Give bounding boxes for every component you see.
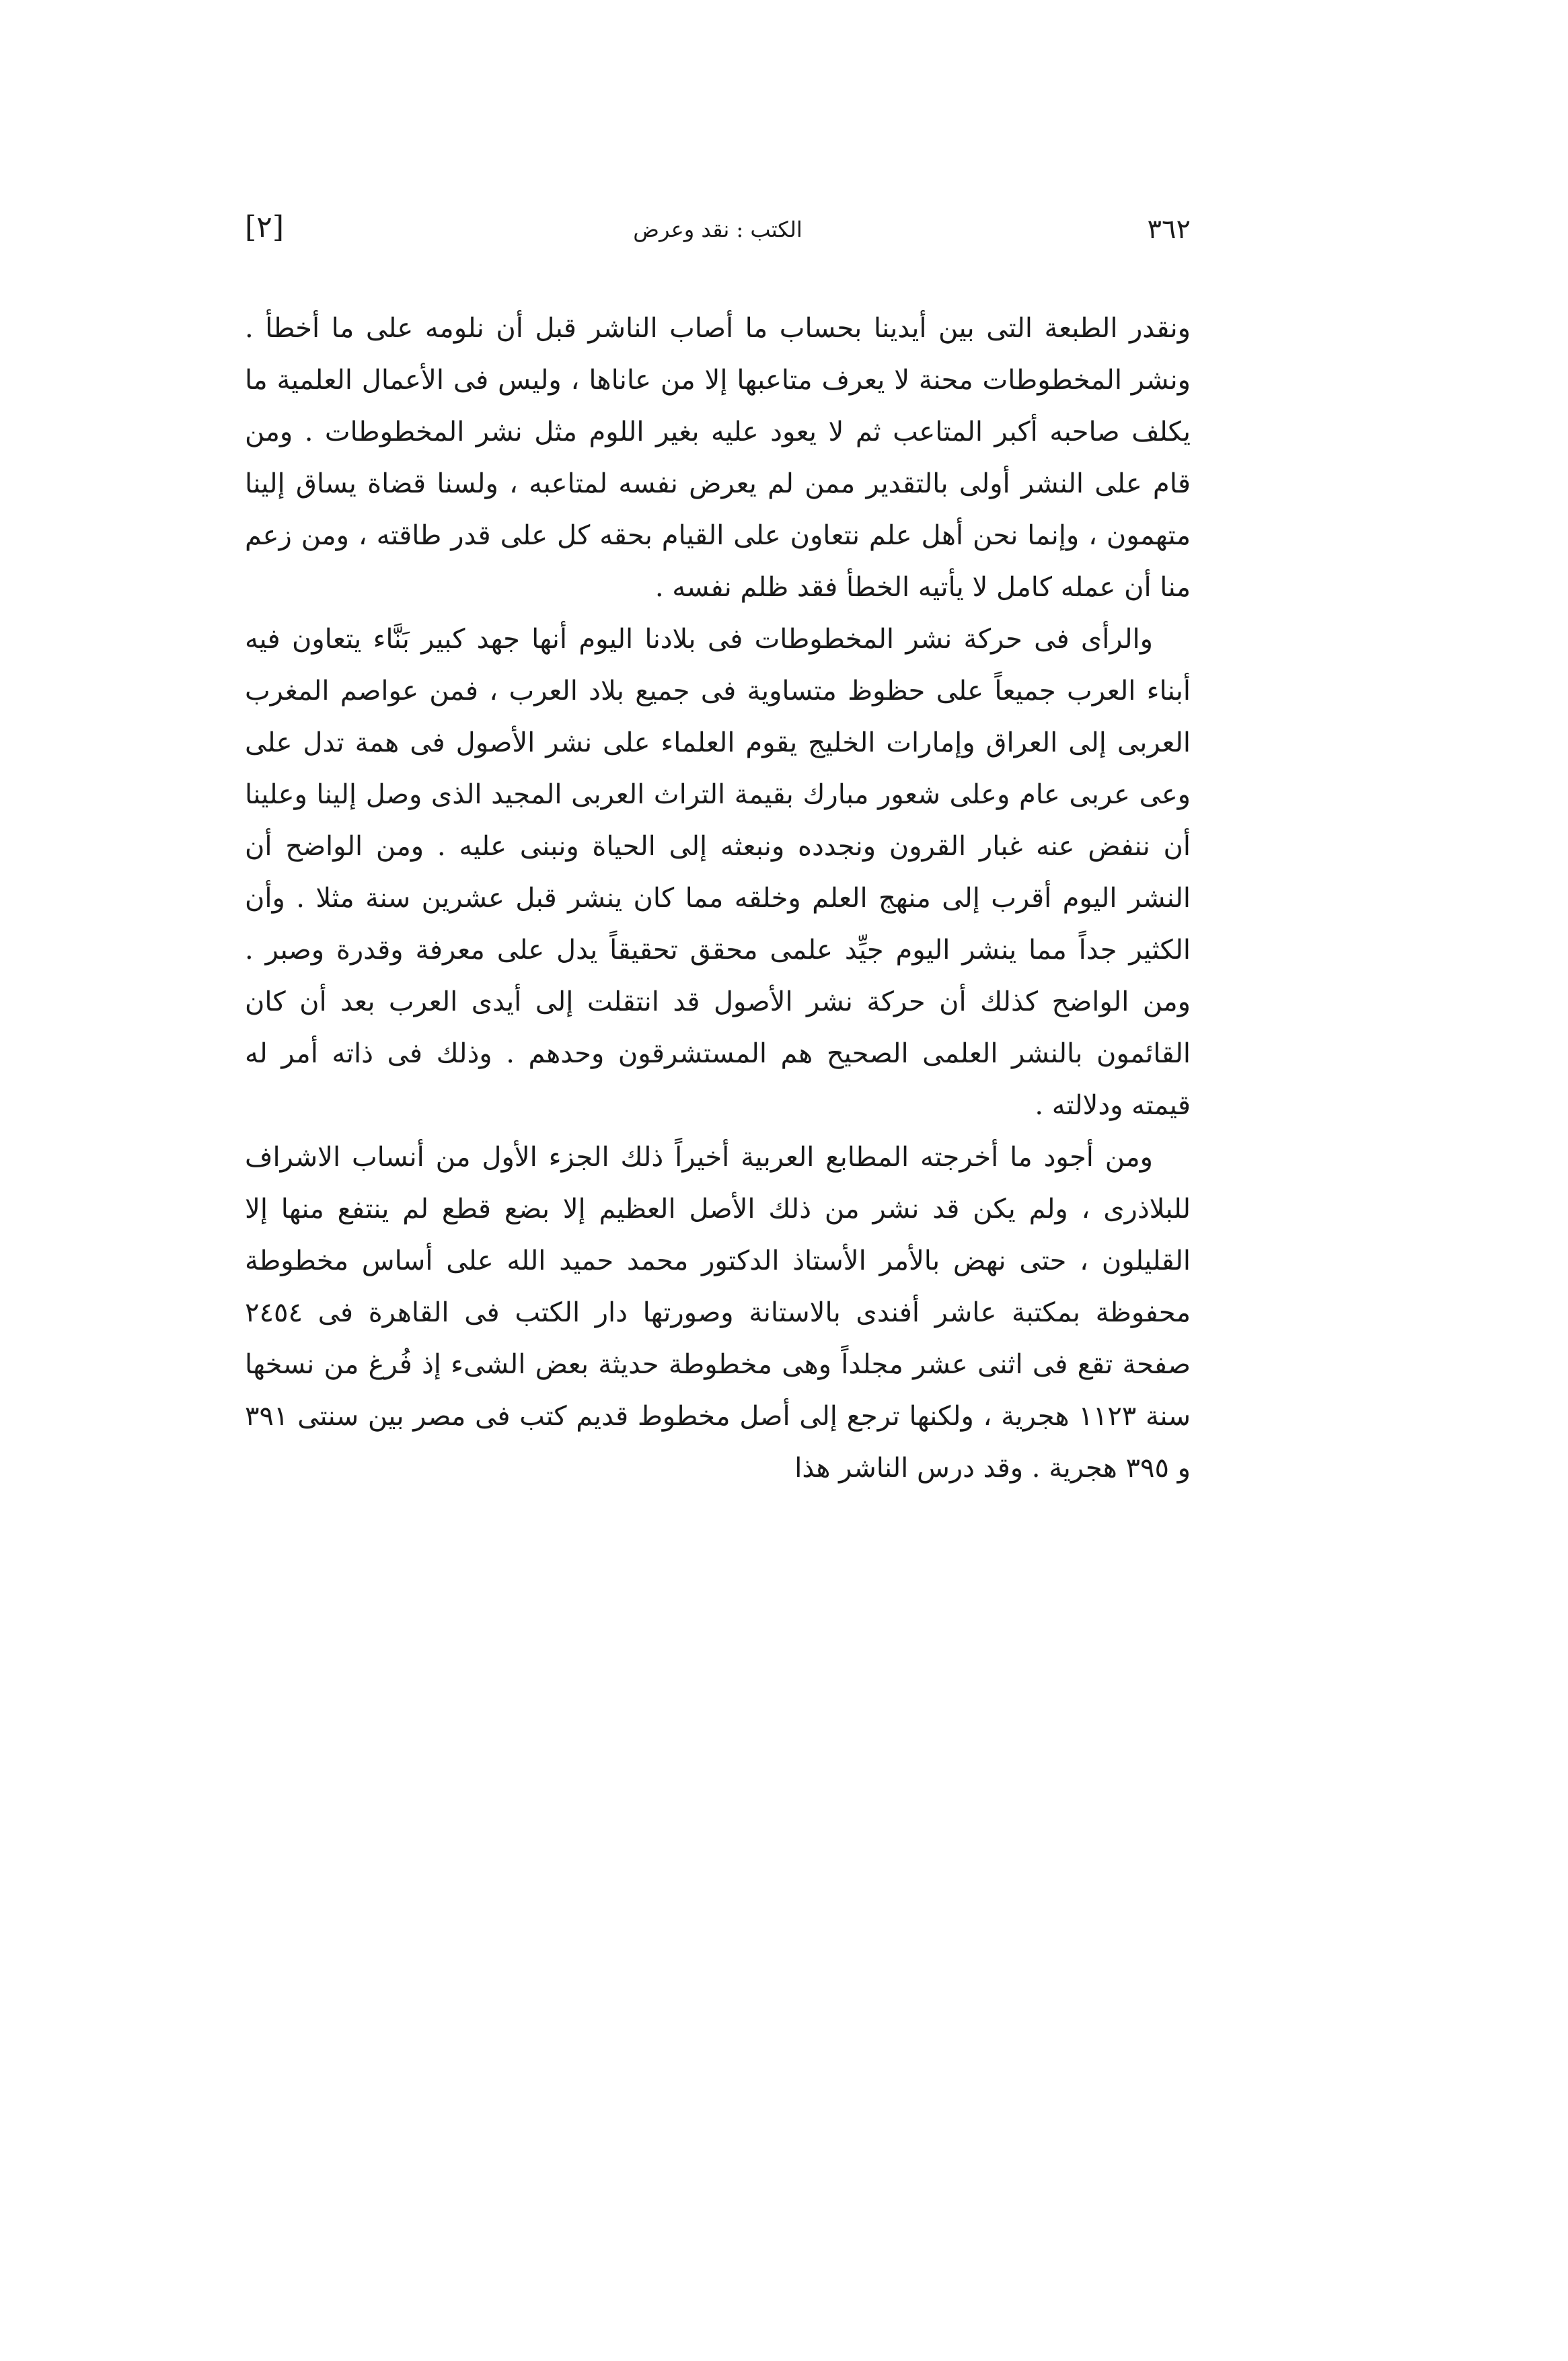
section-number: [٢] [245,210,284,244]
paragraph-2: والرأى فى حركة نشر المخطوطات فى بلادنا اليوم أنها جهد كبير بَنَّاء يتعاون فيه أبناء العرب جميعاً على حظوظ متساوية فى جميع بلاد العرب ، فمن عواصم المغرب العربى إلى العراق وإمارات الخليج يقوم العلماء على نشر الأصول فى همة تدل على وعى عربى عام وعلى شعور مبارك بقيمة التراث العربى المجيد الذى وصل إلينا وعلينا أن ننفض عنه غبار القرون ونجدده ونبعثه إلى الحياة ونبنى عليه . ومن الواضح أن النشر اليوم أقرب إلى منهج العلم وخلقه مما كان ينشر قبل عشرين سنة مثلا . وأن الكثير جداً مما ينشر اليوم جيِّد علمى محقق تحقيقاً يدل على معرفة وقدرة وصبر . ومن الواضح كذلك أن حركة نشر الأصول قد انتقلت إلى أيدى العرب بعد أن كان القائمون بالنشر العلمى الصحيح هم المستشرقون وحدهم . وذلك فى ذاته أمر له قيمته ودلالته . [245,624,1191,1121]
paragraph-3: ومن أجود ما أخرجته المطابع العربية أخيراً ذلك الجزء الأول من أنساب الاشراف للبلاذرى ، ولم يكن قد نشر من ذلك الأصل العظيم إلا بضع قطع لم ينتفع منها إلا القليلون ، حتى نهض بالأمر الأستاذ الدكتور محمد حميد الله على أساس مخطوطة محفوظة بمكتبة عاشر أفندى بالاستانة وصورتها دار الكتب فى القاهرة فى ٢٤٥٤ صفحة تقع فى اثنى عشر مجلداً وهى مخطوطة حديثة بعض الشىء إذ فُرغ من نسخها سنة ١١٢٣ هجرية ، ولكنها ترجع إلى أصل مخطوط قديم كتب فى مصر بين سنتى ٣٩١ و ٣٩٥ هجرية . وقد درس الناشر هذا [245,1142,1191,1484]
body-text [245,303,1191,1494]
running-head [245,210,1191,275]
page-number: ٣٦٢ [1147,214,1191,245]
paragraph-1: ونقدر الطبعة التى بين أيدينا بحساب ما أصاب الناشر قبل أن نلومه على ما أخطأ . ونشر المخطوطات محنة لا يعرف متاعبها إلا من عاناها ، وليس فى الأعمال العلمية ما يكلف صاحبه أكبر المتاعب ثم لا يعود عليه بغير اللوم مثل نشر المخطوطات . ومن قام على النشر أولى بالتقدير ممن لم يعرض نفسه لمتاعبه ، ولسنا قضاة يساق إلينا متهمون ، وإنما نحن أهل علم نتعاون على القيام بحقه كل على قدر طاقته ، ومن زعم منا أن عمله كامل لا يأتيه الخطأ فقد ظلم نفسه . [245,313,1191,603]
running-title: الكتب : نقد وعرض [633,217,802,242]
